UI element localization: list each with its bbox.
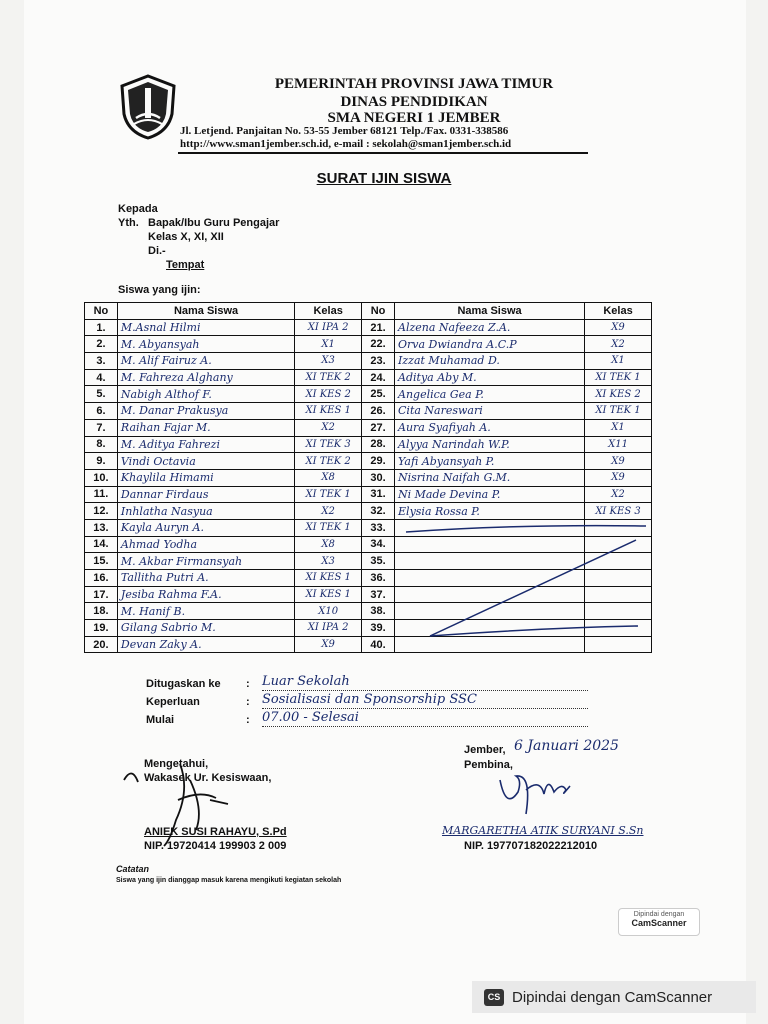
right-no: 34. xyxy=(362,536,395,553)
left-student-class: X1 xyxy=(295,336,362,353)
right-student-name: Angelica Gea P. xyxy=(395,386,585,403)
left-no: 16. xyxy=(85,570,118,587)
right-signer-name: MARGARETHA ATIK SURYANI S.Sn xyxy=(442,824,644,837)
watermark-text: Dipindai dengan CamScanner xyxy=(512,988,713,1006)
right-student-name: Aura Syafiyah A. xyxy=(395,419,585,436)
addressee-kelas: Kelas X, XI, XII xyxy=(148,231,224,243)
right-student-class: X2 xyxy=(585,486,652,503)
left-no: 18. xyxy=(85,603,118,620)
left-student-name: Nabigh Althof F. xyxy=(117,386,294,403)
right-student-class: X9 xyxy=(585,469,652,486)
note-text: Siswa yang ijin dianggap masuk karena mengikuti kegiatan sekolah xyxy=(116,877,342,884)
start-value: 07.00 - Selesai xyxy=(262,710,588,727)
left-student-class: XI TEK 1 xyxy=(295,519,362,536)
left-student-name: M. Hanif B. xyxy=(117,603,294,620)
left-student-name: M. Akbar Firmansyah xyxy=(117,553,294,570)
left-student-name: M. Danar Prakusya xyxy=(117,403,294,420)
right-student-name: Izzat Muhamad D. xyxy=(395,353,585,370)
purpose-value: Sosialisasi dan Sponsorship SSC xyxy=(262,692,588,709)
right-student-class: X9 xyxy=(585,319,652,336)
right-student-name: Elysia Rossa P. xyxy=(395,503,585,520)
addressee-kepada: Kepada xyxy=(118,203,158,215)
left-no: 5. xyxy=(85,386,118,403)
right-no: 26. xyxy=(362,403,395,420)
left-student-name: Vindi Octavia xyxy=(117,453,294,470)
right-student-name: Ni Made Devina P. xyxy=(395,486,585,503)
right-signer-nip: NIP. 197707182022212010 xyxy=(464,840,598,852)
left-student-class: X10 xyxy=(295,603,362,620)
acknowledged-label: Mengetahui, xyxy=(144,758,209,770)
table-header-row xyxy=(85,303,652,320)
letterhead-address: Jl. Letjend. Panjaitan No. 53-55 Jember 68121 Telp./Fax. 0331-338586 xyxy=(180,125,509,137)
right-no: 27. xyxy=(362,419,395,436)
document-title: SURAT IJIN SISWA xyxy=(316,170,452,187)
right-student-class: X9 xyxy=(585,453,652,470)
right-no: 24. xyxy=(362,369,395,386)
left-student-name: Gilang Sabrio M. xyxy=(117,620,294,637)
left-no: 3. xyxy=(85,353,118,370)
right-student-class: X1 xyxy=(585,419,652,436)
letterhead-contact: http://www.sman1jember.sch.id, e-mail : sekolah@sman1jember.sch.id xyxy=(180,138,512,150)
right-no: 30. xyxy=(362,469,395,486)
left-student-class: XI TEK 2 xyxy=(295,453,362,470)
table-row xyxy=(85,369,652,386)
header-nama: Nama Siswa xyxy=(117,303,294,320)
assigned-to-label: Ditugaskan ke xyxy=(146,678,221,690)
left-student-class: XI TEK 3 xyxy=(295,436,362,453)
camscanner-watermark xyxy=(472,981,756,1013)
right-no: 29. xyxy=(362,453,395,470)
assigned-to-value: Luar Sekolah xyxy=(262,674,588,691)
colon: : xyxy=(246,696,250,708)
left-student-class: XI KES 1 xyxy=(295,586,362,603)
right-student-class: X11 xyxy=(585,436,652,453)
right-no: 28. xyxy=(362,436,395,453)
left-no: 2. xyxy=(85,336,118,353)
left-student-class: XI KES 1 xyxy=(295,570,362,587)
left-student-class: X3 xyxy=(295,553,362,570)
camscanner-stamp xyxy=(618,908,700,936)
right-no: 36. xyxy=(362,570,395,587)
addressee-di: Di.- xyxy=(148,245,166,257)
left-no: 15. xyxy=(85,553,118,570)
table-row xyxy=(85,419,652,436)
left-student-class: XI KES 1 xyxy=(295,403,362,420)
table-row xyxy=(85,469,652,486)
table-row xyxy=(85,319,652,336)
note-label: Catatan xyxy=(116,864,150,874)
table-row xyxy=(85,353,652,370)
left-student-name: Inhlatha Nasyua xyxy=(117,503,294,520)
header-no: No xyxy=(362,303,395,320)
start-label: Mulai xyxy=(146,714,175,726)
left-student-class: XI IPA 2 xyxy=(295,319,362,336)
left-student-name: M. Alif Fairuz A. xyxy=(117,353,294,370)
left-student-class: X8 xyxy=(295,536,362,553)
left-student-name: Jesiba Rahma F.A. xyxy=(117,586,294,603)
addressee-tempat: Tempat xyxy=(166,259,205,271)
left-signer-nip: NIP. 19720414 199903 2 009 xyxy=(144,840,287,852)
left-student-name: M. Fahreza Alghany xyxy=(117,369,294,386)
table-row xyxy=(85,486,652,503)
student-list-label: Siswa yang ijin: xyxy=(118,284,201,296)
left-student-class: X2 xyxy=(295,419,362,436)
left-student-name: M.Asnal Hilmi xyxy=(117,319,294,336)
letterhead-province: PEMERINTAH PROVINSI JAWA TIMUR xyxy=(274,76,554,92)
colon: : xyxy=(246,714,250,726)
right-student-class: XI TEK 1 xyxy=(585,369,652,386)
left-student-class: X3 xyxy=(295,353,362,370)
place-label: Jember, xyxy=(464,744,506,756)
table-row xyxy=(85,503,652,520)
stamp-line1: Dipindai dengan xyxy=(633,911,685,918)
right-no: 32. xyxy=(362,503,395,520)
right-student-name: Yafi Abyansyah P. xyxy=(395,453,585,470)
empty-rows-strikeout xyxy=(400,520,652,648)
right-no: 33. xyxy=(362,519,395,536)
left-no: 1. xyxy=(85,319,118,336)
right-no: 40. xyxy=(362,636,395,653)
right-no: 38. xyxy=(362,603,395,620)
right-no: 35. xyxy=(362,553,395,570)
right-student-class: X1 xyxy=(585,353,652,370)
header-no: No xyxy=(85,303,118,320)
right-student-class: XI KES 2 xyxy=(585,386,652,403)
left-student-name: Kayla Auryn A. xyxy=(117,519,294,536)
left-student-name: M. Abyansyah xyxy=(117,336,294,353)
right-student-class: XI KES 3 xyxy=(585,503,652,520)
right-student-name: Orva Dwiandra A.C.P xyxy=(395,336,585,353)
left-no: 19. xyxy=(85,620,118,637)
right-student-name: Aditya Aby M. xyxy=(395,369,585,386)
right-student-name: Alzena Nafeeza Z.A. xyxy=(395,319,585,336)
left-student-name: Ahmad Yodha xyxy=(117,536,294,553)
left-student-class: X2 xyxy=(295,503,362,520)
right-student-class: X2 xyxy=(585,336,652,353)
left-student-class: XI KES 2 xyxy=(295,386,362,403)
left-no: 14. xyxy=(85,536,118,553)
header-kelas: Kelas xyxy=(295,303,362,320)
left-student-class: XI IPA 2 xyxy=(295,620,362,637)
right-no: 23. xyxy=(362,353,395,370)
left-no: 20. xyxy=(85,636,118,653)
left-signer-role: Wakasek Ur. Kesiswaan, xyxy=(144,772,272,784)
left-student-class: X8 xyxy=(295,469,362,486)
table-row xyxy=(85,336,652,353)
left-no: 11. xyxy=(85,486,118,503)
left-no: 4. xyxy=(85,369,118,386)
header-kelas: Kelas xyxy=(585,303,652,320)
left-student-name: Dannar Firdaus xyxy=(117,486,294,503)
table-row xyxy=(85,386,652,403)
addressee-to: Bapak/Ibu Guru Pengajar xyxy=(148,217,280,229)
letterhead-school: SMA NEGERI 1 JEMBER xyxy=(327,110,501,126)
camscanner-logo-icon: CS xyxy=(484,989,504,1006)
right-no: 39. xyxy=(362,620,395,637)
right-signer-role: Pembina, xyxy=(464,759,513,771)
right-signature-scribble-icon xyxy=(496,770,576,820)
left-student-name: Tallitha Putri A. xyxy=(117,570,294,587)
letterhead-department: DINAS PENDIDIKAN xyxy=(340,94,488,110)
letter-date: 6 Januari 2025 xyxy=(514,738,619,754)
left-no: 17. xyxy=(85,586,118,603)
right-no: 22. xyxy=(362,336,395,353)
left-no: 6. xyxy=(85,403,118,420)
right-student-name: Cita Nareswari xyxy=(395,403,585,420)
left-student-class: XI TEK 2 xyxy=(295,369,362,386)
right-student-class: XI TEK 1 xyxy=(585,403,652,420)
stamp-line2: CamScanner xyxy=(631,918,687,928)
header-nama: Nama Siswa xyxy=(395,303,585,320)
left-signer-name: ANIEK SUSI RAHAYU, S.Pd xyxy=(144,826,287,838)
left-student-name: Khaylila Himami xyxy=(117,469,294,486)
colon: : xyxy=(246,678,250,690)
right-no: 25. xyxy=(362,386,395,403)
left-no: 9. xyxy=(85,453,118,470)
letterhead-divider xyxy=(178,152,588,154)
left-no: 10. xyxy=(85,469,118,486)
left-student-name: M. Aditya Fahrezi xyxy=(117,436,294,453)
right-student-name: Alyya Narindah W.P. xyxy=(395,436,585,453)
right-no: 31. xyxy=(362,486,395,503)
table-row xyxy=(85,403,652,420)
right-no: 21. xyxy=(362,319,395,336)
left-no: 7. xyxy=(85,419,118,436)
left-no: 13. xyxy=(85,519,118,536)
addressee-yth: Yth. xyxy=(118,217,139,229)
left-student-class: XI TEK 1 xyxy=(295,486,362,503)
left-student-name: Devan Zaky A. xyxy=(117,636,294,653)
left-no: 8. xyxy=(85,436,118,453)
left-student-name: Raihan Fajar M. xyxy=(117,419,294,436)
right-no: 37. xyxy=(362,586,395,603)
left-student-class: X9 xyxy=(295,636,362,653)
right-student-name: Nisrina Naifah G.M. xyxy=(395,469,585,486)
table-row xyxy=(85,453,652,470)
table-row xyxy=(85,436,652,453)
left-no: 12. xyxy=(85,503,118,520)
purpose-label: Keperluan xyxy=(146,696,200,708)
